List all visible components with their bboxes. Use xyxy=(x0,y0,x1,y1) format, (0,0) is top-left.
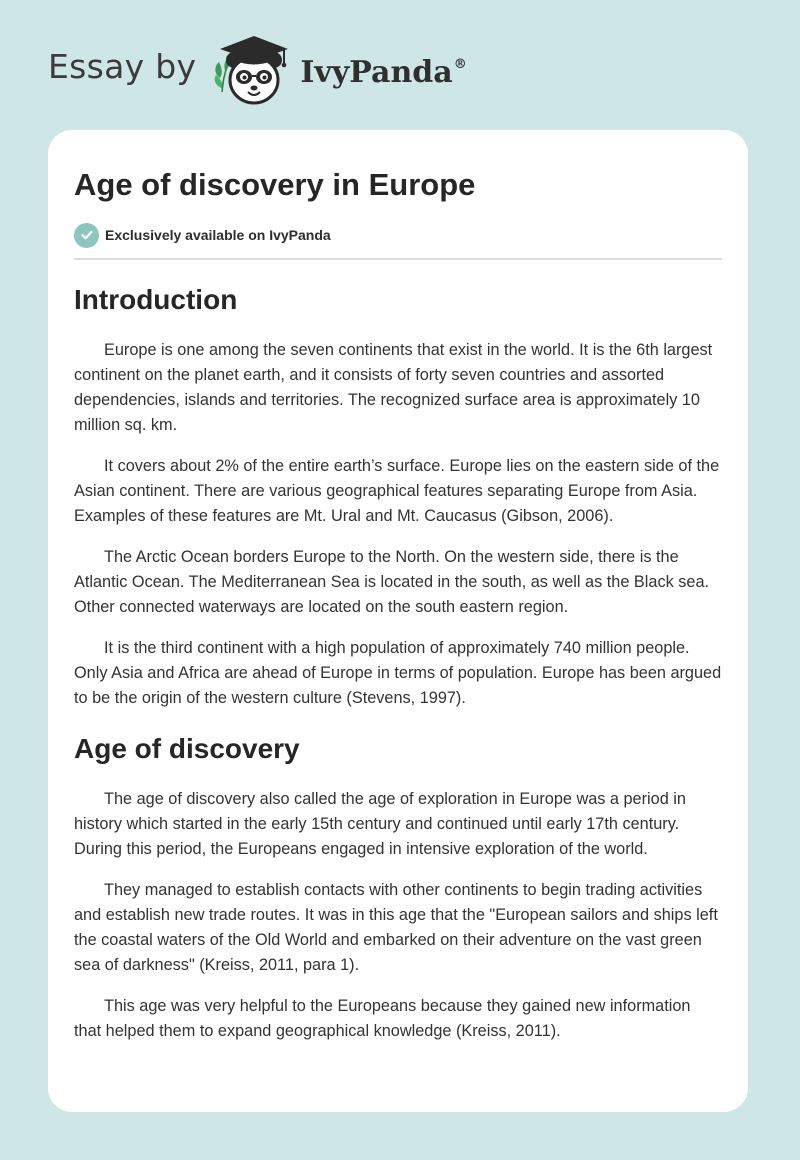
section-age-of-discovery xyxy=(74,731,722,1044)
essay-card xyxy=(48,130,748,1112)
check-circle-icon xyxy=(74,223,99,248)
page-title: Age of discovery in Europe xyxy=(74,167,476,202)
paragraph: The Arctic Ocean borders Europe to the North. On the western side, there is the Atlantic Ocean. The Mediterranean Sea is located in the south, as well as the Black sea. Other connected waterways are located on the south eastern region. xyxy=(74,548,710,616)
section-heading: Age of discovery xyxy=(74,733,300,764)
exclusive-badge xyxy=(74,222,722,248)
paragraph: They managed to establish contacts with other continents to begin trading activities and establish new trade routes. It was in this age that the "European sailors and ships left the coastal waters of the Old World and embarked on their adventure on the vast green sea of darkness" (Kreiss, 2011, para 1). xyxy=(74,881,718,974)
paragraph: Europe is one among the seven continents that exist in the world. It is the 6th largest continent on the planet earth, and it consists of forty seven countries and assorted dependencies, islands and territories. The recognized surface area is approximately 10 million sq. km. xyxy=(74,341,713,434)
brand-prefix: Essay by xyxy=(48,46,197,86)
panda-graduate-logo-icon xyxy=(210,30,296,110)
paragraph: It covers about 2% of the entire earth’s surface. Europe lies on the eastern side of the Asian continent. There are various geographical features separating Europe from Asia. Examples of these features are Mt. Ural and Mt. Caucasus (Gibson, 2006). xyxy=(74,457,720,525)
section-introduction xyxy=(74,282,722,711)
title-divider xyxy=(74,258,722,260)
paragraph: The age of discovery also called the age of exploration in Europe was a period in history which started in the early 15th century and continued until early 17th century. During this period, the Europeans engaged in intensive exploration of the world. xyxy=(74,790,686,858)
section-heading: Introduction xyxy=(74,284,238,315)
paragraph: This age was very helpful to the Europeans because they gained new information that helped them to expand geographical knowledge (Kreiss, 2011). xyxy=(74,997,691,1040)
brand-header[interactable] xyxy=(48,30,467,110)
paragraph: It is the third continent with a high population of approximately 740 million people. Only Asia and Africa are ahead of Europe in terms of population. Europe has been argued to be the origin of the western culture (Stevens, 1997). xyxy=(74,639,722,707)
registered-mark: ® xyxy=(453,56,467,72)
brand-name: IvyPanda® xyxy=(300,54,467,90)
badge-text: Exclusively available on IvyPanda xyxy=(105,227,331,243)
